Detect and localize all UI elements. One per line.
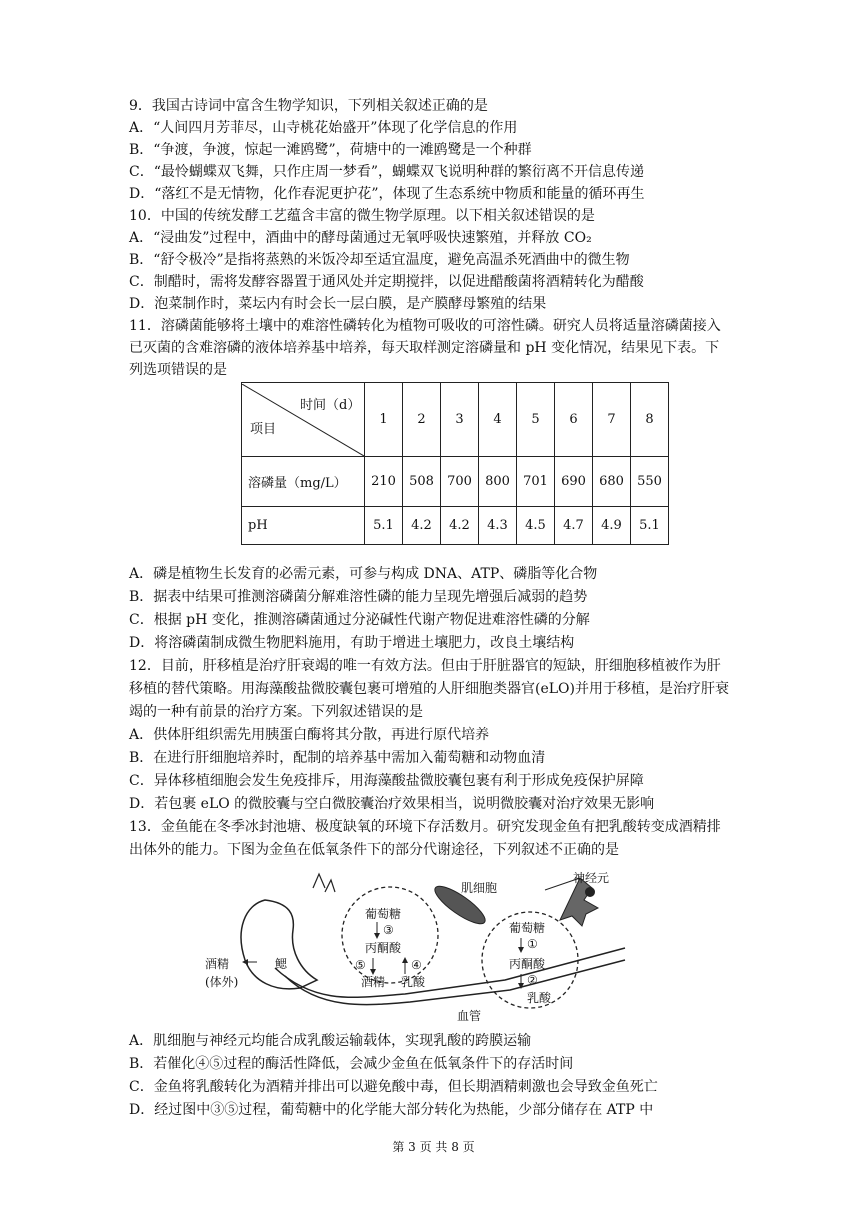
value-cell: 4.2 [441,507,479,545]
muscle-cell-label: 肌细胞 [461,881,498,895]
blood-vessel-upper [275,948,625,997]
q13-option-d: D．经过图中③⑤过程，葡萄糖中的化学能大部分转化为热能，少部分储存在 ATP 中 [129,1102,654,1118]
pyruvate-right-label: 丙酮酸 [509,957,546,971]
q10-option-d: D．泡菜制作时，菜坛内有时会长一层白膜，是产膜酵母繁殖的结果 [129,296,547,312]
neuron-label: 神经元 [573,871,610,885]
table-row-phosphorus [242,457,669,507]
q12-option-c: C．异体移植细胞会发生免疫排斥，用海藻酸盐微胶囊包裹有利于形成免疫保护屏障 [129,773,644,789]
day-cell: 1 [365,383,403,457]
q11-stem-line1: 11．溶磷菌能够将土壤中的难溶性磷转化为植物可吸收的可溶性磷。研究人员将适量溶磷菌接入 [129,318,721,334]
q9-option-a: A．“人间四月芳菲尽，山寺桃花始盛开”体现了化学信息的作用 [129,120,518,136]
q10-option-c: C．制醋时，需将发酵容器置于通风处并定期搅拌，以促进醋酸菌将酒精转化为醋酸 [129,274,644,290]
step4-label: ④ [411,958,422,972]
alcohol-inner-label: 酒精 [361,975,386,989]
value-cell: 210 [365,457,403,507]
page-footer: 第 3 页 共 8 页 [392,1140,475,1154]
value-cell: 690 [555,457,593,507]
q11-stem-line3: 列选项错误的是 [129,362,227,378]
alcohol-out-label: 酒精 [205,957,230,971]
day-cell: 8 [631,383,669,457]
gill-shape [241,900,317,989]
gill-filaments [313,874,335,892]
value-cell: 4.2 [403,507,441,545]
step1-label: ① [527,937,538,951]
q12-stem-line3: 竭的一种有前景的治疗方案。下列叙述错误的是 [129,704,423,720]
day-cell: 5 [517,383,555,457]
q12-option-b: B．在进行肝细胞培养时，配制的培养基中需加入葡萄糖和动物血清 [129,750,546,766]
q9-option-d: D．“落红不是无情物，化作春泥更护花”，体现了生态系统中物质和能量的循环再生 [129,186,645,202]
day-cell: 3 [441,383,479,457]
q11-data-table [241,382,669,545]
value-cell: 4.7 [555,507,593,545]
q10-option-b: B．“舒令极冷”是指将蒸熟的米饭冷却至适宜温度，避免高温杀死酒曲中的微生物 [129,252,630,268]
lactate-right-label: 乳酸 [527,991,552,1005]
row-label: pH [242,507,365,545]
q13-stem-line2: 出体外的能力。下图为金鱼在低氧条件下的部分代谢途径，下列叙述不正确的是 [129,842,619,858]
q9-option-b: B．“争渡，争渡，惊起一滩鸥鹭”，荷塘中的一滩鸥鹭是一个种群 [129,142,532,158]
value-cell: 680 [593,457,631,507]
q13-stem-line1: 13．金鱼能在冬季冰封池塘、极度缺氧的环境下存活数月。研究发现金鱼有把乳酸转变成酒精排 [129,819,721,835]
glucose-left-label: 葡萄糖 [365,907,402,921]
value-cell: 5.1 [631,507,669,545]
q11-option-a: A．磷是植物生长发育的必需元素，可参与构成 DNA、ATP、磷脂等化合物 [129,566,598,582]
q12-option-a: A．供体肝组织需先用胰蛋白酶将其分散，再进行原代培养 [129,727,490,743]
row-label: 溶磷量（mg/L） [242,457,365,507]
q12-option-d: D．若包裹 eLO 的微胶囊与空白微胶囊治疗效果相当，说明微胶囊对治疗效果无影响 [129,796,655,812]
q11-option-c: C．根据 pH 变化，推测溶磷菌通过分泌碱性代谢产物促进难溶性磷的分解 [129,612,590,628]
q11-stem-line2: 已灭菌的含难溶磷的液体培养基中培养，每天取样测定溶磷量和 pH 变化情况，结果见下表。下 [129,340,720,356]
value-cell: 700 [441,457,479,507]
q12-stem-line2: 移植的替代策略。用海藻酸盐微胶囊包裹可增殖的人肝细胞类器官(eLO)并用于移植，是治疗肝衰 [129,681,729,697]
q13-option-b: B．若催化④⑤过程的酶活性降低，会减少金鱼在低氧条件下的存活时间 [129,1056,574,1072]
q11-option-b: B．据表中结果可推测溶磷菌分解难溶性磷的能力呈现先增强后减弱的趋势 [129,589,588,605]
neuron-nucleus [585,887,595,897]
q13-option-c: C．金鱼将乳酸转化为酒精并排出可以避免酸中毒，但长期酒精刺激也会导致金鱼死亡 [129,1079,658,1095]
day-cell: 2 [403,383,441,457]
value-cell: 4.9 [593,507,631,545]
neuron-shape [545,878,598,926]
table-corner-cell [242,383,365,457]
lactate-left-label: 乳酸 [401,975,426,989]
day-cell: 4 [479,383,517,457]
q9-option-c: C．“最怜蝴蝶双飞舞，只作庄周一梦看”，蝴蝶双飞说明种群的繁衍离不开信息传递 [129,164,645,180]
value-cell: 5.1 [365,507,403,545]
q9-stem: 9．我国古诗词中富含生物学知识，下列相关叙述正确的是 [129,98,488,114]
day-cell: 7 [593,383,631,457]
q10-stem: 10．中国的传统发酵工艺蕴含丰富的微生物学原理。以下相关叙述错误的是 [129,208,595,224]
gill-label: 鳃 [275,957,288,971]
q13-option-a: A．肌细胞与神经元均能合成乳酸运输载体，实现乳酸的跨膜运输 [129,1033,532,1049]
goldfish-metabolism-diagram [205,870,645,1030]
blood-vessel-lower [285,960,625,1005]
table-header-row [242,383,669,457]
header-time-label: 时间（d） [300,397,361,413]
glucose-right-label: 葡萄糖 [509,921,546,935]
value-cell: 4.5 [517,507,555,545]
pyruvate-left-label: 丙酮酸 [365,941,402,955]
value-cell: 800 [479,457,517,507]
step2-label: ② [527,973,538,987]
q10-option-a: A．“浸曲发”过程中，酒曲中的酵母菌通过无氧呼吸快速繁殖，并释放 CO₂ [129,230,592,246]
step5-label: ⑤ [355,958,366,972]
q12-stem-line1: 12．目前，肝移植是治疗肝衰竭的唯一有效方法。但由于肝脏器官的短缺，肝细胞移植被作为肝 [129,658,721,674]
table-row-ph [242,507,669,545]
q11-option-d: D．将溶磷菌制成微生物肥料施用，有助于增进土壤肥力，改良土壤结构 [129,635,575,651]
outside-label: (体外) [205,975,239,989]
value-cell: 701 [517,457,555,507]
vessel-label: 血管 [457,1009,482,1023]
value-cell: 4.3 [479,507,517,545]
step3-label: ③ [383,923,394,937]
day-cell: 6 [555,383,593,457]
value-cell: 550 [631,457,669,507]
header-item-label: 项目 [250,421,277,437]
value-cell: 508 [403,457,441,507]
